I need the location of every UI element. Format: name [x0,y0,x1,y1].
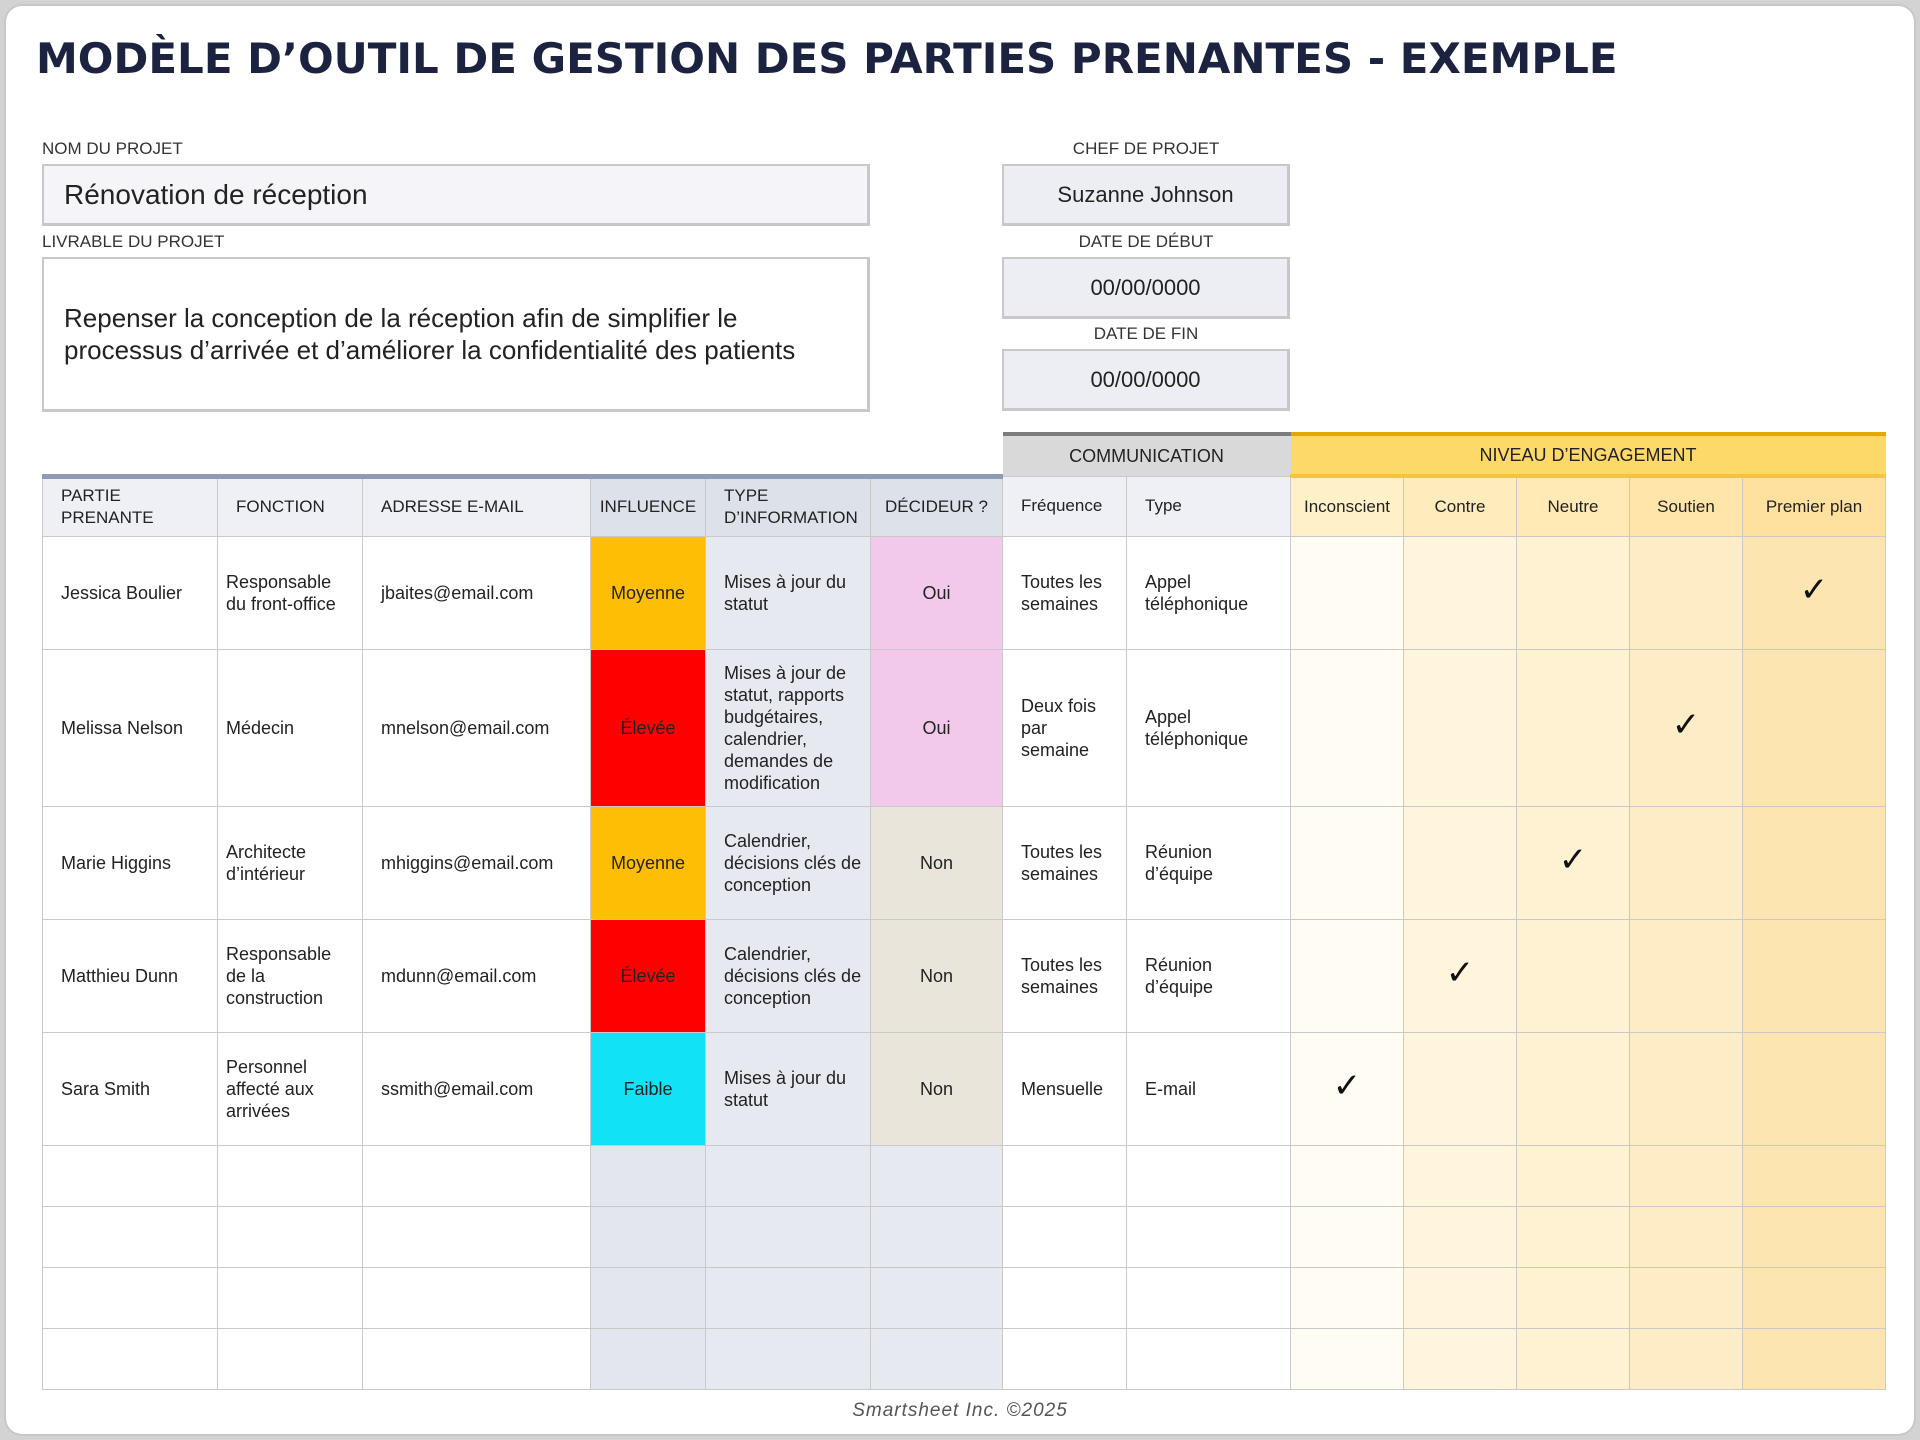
end-date-field[interactable]: 00/00/0000 [1002,349,1290,411]
project-manager-field[interactable]: Suzanne Johnson [1002,164,1290,226]
empty-cell[interactable] [1127,1145,1291,1206]
frequency-cell: Toutes les semaines [1003,536,1127,649]
comm-type-cell: Appel téléphonique [1127,649,1291,806]
empty-cell[interactable] [1003,1206,1127,1267]
project-deliverable-label: LIVRABLE DU PROJET [42,232,225,251]
empty-cell[interactable] [706,1328,871,1389]
table-row [43,536,1886,649]
empty-cell[interactable] [43,1328,218,1389]
empty-cell[interactable] [43,1206,218,1267]
influence-badge: Faible [591,1032,706,1145]
empty-cell[interactable] [1404,1145,1517,1206]
header-against: Contre [1404,476,1517,536]
empty-cell[interactable] [1003,1267,1127,1328]
engagement-cell-unaware[interactable] [1291,919,1404,1032]
frequency-cell: Toutes les semaines [1003,806,1127,919]
empty-cell[interactable] [1630,1328,1743,1389]
header-support: Soutien [1630,476,1743,536]
engagement-cell-support[interactable] [1630,919,1743,1032]
header-info-type: TYPE D’INFORMATION [706,476,871,536]
engagement-cell-leading[interactable] [1743,919,1886,1032]
empty-row [43,1145,1886,1206]
engagement-cell-against[interactable] [1404,806,1517,919]
check-icon: ✓ [1445,953,1475,993]
empty-cell[interactable] [871,1145,1003,1206]
info-type-cell: Calendrier, décisions clés de conception [706,806,871,919]
empty-cell[interactable] [1743,1328,1886,1389]
engagement-cell-leading[interactable] [1743,649,1886,806]
engagement-cell-unaware[interactable] [1291,1032,1404,1145]
decider-cell: Oui [871,649,1003,806]
empty-cell[interactable] [591,1328,706,1389]
header-neutral: Neutre [1517,476,1630,536]
comm-type-cell: Réunion d’équipe [1127,806,1291,919]
table-row [43,1032,1886,1145]
project-deliverable-field[interactable]: Repenser la conception de la réception afin de simplifier le processus d’arrivée et d’améliorer la confidentialité des patients [42,257,870,412]
engagement-cell-neutral[interactable] [1517,1032,1630,1145]
check-icon: ✓ [1671,705,1701,745]
header-unaware: Inconscient [1291,476,1404,536]
project-name-label: NOM DU PROJET [42,139,183,158]
decider-cell: Oui [871,536,1003,649]
engagement-cell-neutral[interactable] [1517,919,1630,1032]
table-row [43,806,1886,919]
frequency-cell: Mensuelle [1003,1032,1127,1145]
stakeholder-function: Médecin [218,649,363,806]
engagement-cell-unaware[interactable] [1291,536,1404,649]
engagement-cell-leading[interactable] [1743,806,1886,919]
empty-cell[interactable] [1404,1328,1517,1389]
empty-cell[interactable] [43,1267,218,1328]
header-stakeholder: PARTIE PRENANTE [43,476,218,536]
header-email: ADRESSE E-MAIL [363,476,591,536]
info-type-cell: Calendrier, décisions clés de conception [706,919,871,1032]
decider-cell: Non [871,919,1003,1032]
empty-cell[interactable] [591,1267,706,1328]
communication-band: COMMUNICATION [1003,434,1291,476]
comm-type-cell: E-mail [1127,1032,1291,1145]
empty-cell[interactable] [1291,1145,1404,1206]
engagement-cell-against[interactable] [1404,536,1517,649]
empty-cell[interactable] [1743,1145,1886,1206]
influence-badge: Moyenne [591,806,706,919]
stakeholder-function: Architecte d’intérieur [218,806,363,919]
empty-cell[interactable] [1291,1206,1404,1267]
stakeholder-function: Responsable du front-office [218,536,363,649]
empty-cell[interactable] [1291,1328,1404,1389]
engagement-band: NIVEAU D’ENGAGEMENT [1291,434,1886,476]
info-type-cell: Mises à jour du statut [706,536,871,649]
engagement-cell-against[interactable] [1404,919,1517,1032]
empty-cell[interactable] [1630,1267,1743,1328]
empty-cell[interactable] [1743,1267,1886,1328]
end-date-label: DATE DE FIN [1093,324,1199,343]
info-type-cell: Mises à jour du statut [706,1032,871,1145]
engagement-cell-neutral[interactable] [1517,806,1630,919]
empty-cell[interactable] [1127,1267,1291,1328]
footer-credit: Smartsheet Inc. ©2025 [852,1400,1068,1421]
empty-cell[interactable] [218,1206,363,1267]
engagement-cell-unaware[interactable] [1291,806,1404,919]
comm-type-cell: Appel téléphonique [1127,536,1291,649]
empty-cell[interactable] [1127,1206,1291,1267]
frequency-cell: Deux fois par semaine [1003,649,1127,806]
influence-badge: Élevée [591,649,706,806]
project-manager-label: CHEF DE PROJET [1072,139,1220,158]
stakeholder-table [42,432,1886,1390]
stakeholder-function: Personnel affecté aux arrivées [218,1032,363,1145]
empty-cell[interactable] [43,1145,218,1206]
header-row [43,476,1886,536]
page-title: MODÈLE D’OUTIL DE GESTION DES PARTIES PRENANTES - EXEMPLE [36,34,1618,83]
empty-cell[interactable] [1517,1206,1630,1267]
empty-row [43,1328,1886,1389]
check-icon: ✓ [1799,570,1829,610]
empty-cell[interactable] [706,1145,871,1206]
influence-badge: Moyenne [591,536,706,649]
stakeholder-name: Sara Smith [43,1032,218,1145]
stakeholder-email[interactable]: mnelson@email.com [363,649,591,806]
engagement-cell-leading[interactable] [1743,1032,1886,1145]
empty-cell[interactable] [1404,1267,1517,1328]
page [6,6,1914,1434]
decider-cell: Non [871,806,1003,919]
empty-cell[interactable] [871,1328,1003,1389]
empty-cell[interactable] [1630,1145,1743,1206]
header-function: FONCTION [218,476,363,536]
empty-cell[interactable] [218,1328,363,1389]
influence-badge: Élevée [591,919,706,1032]
empty-cell[interactable] [1003,1145,1127,1206]
empty-cell[interactable] [1743,1206,1886,1267]
empty-cell[interactable] [218,1145,363,1206]
stakeholder-name: Matthieu Dunn [43,919,218,1032]
header-influence: INFLUENCE [591,476,706,536]
empty-cell[interactable] [363,1206,591,1267]
stakeholder-name: Marie Higgins [43,806,218,919]
band-row [43,434,1886,476]
empty-cell[interactable] [363,1328,591,1389]
stakeholder-email[interactable]: ssmith@email.com [363,1032,591,1145]
engagement-cell-neutral[interactable] [1517,536,1630,649]
engagement-cell-support[interactable] [1630,806,1743,919]
engagement-cell-support[interactable] [1630,1032,1743,1145]
table-row [43,649,1886,806]
header-decider: DÉCIDEUR ? [871,476,1003,536]
comm-type-cell: Réunion d’équipe [1127,919,1291,1032]
header-frequency: Fréquence [1003,476,1127,536]
empty-cell[interactable] [363,1267,591,1328]
table-row [43,919,1886,1032]
header-leading: Premier plan [1743,476,1886,536]
empty-cell[interactable] [363,1145,591,1206]
stakeholder-name: Jessica Boulier [43,536,218,649]
stakeholder-email[interactable]: mhiggins@email.com [363,806,591,919]
frequency-cell: Toutes les semaines [1003,919,1127,1032]
empty-row [43,1267,1886,1328]
empty-cell[interactable] [871,1267,1003,1328]
engagement-cell-against[interactable] [1404,1032,1517,1145]
empty-cell[interactable] [1127,1328,1291,1389]
start-date-label: DATE DE DÉBUT [1078,232,1214,251]
engagement-cell-unaware[interactable] [1291,649,1404,806]
engagement-cell-support[interactable] [1630,536,1743,649]
stakeholder-function: Responsable de la construction [218,919,363,1032]
empty-cell[interactable] [706,1206,871,1267]
empty-cell[interactable] [871,1206,1003,1267]
stakeholder-email[interactable]: jbaites@email.com [363,536,591,649]
band-spacer [43,434,1003,476]
header-type: Type [1127,476,1291,536]
check-icon: ✓ [1558,840,1588,880]
empty-cell[interactable] [1291,1267,1404,1328]
engagement-cell-leading[interactable] [1743,536,1886,649]
decider-cell: Non [871,1032,1003,1145]
empty-cell[interactable] [1517,1145,1630,1206]
empty-row [43,1206,1886,1267]
project-name-field[interactable]: Rénovation de réception [42,164,870,226]
empty-cell[interactable] [591,1145,706,1206]
info-type-cell: Mises à jour de statut, rapports budgétaires, calendrier, demandes de modification [706,649,871,806]
empty-cell[interactable] [1517,1328,1630,1389]
empty-cell[interactable] [706,1267,871,1328]
engagement-cell-against[interactable] [1404,649,1517,806]
empty-cell[interactable] [1630,1206,1743,1267]
stakeholder-email[interactable]: mdunn@email.com [363,919,591,1032]
empty-cell[interactable] [1517,1267,1630,1328]
check-icon: ✓ [1332,1066,1362,1106]
empty-cell[interactable] [1003,1328,1127,1389]
engagement-cell-neutral[interactable] [1517,649,1630,806]
stakeholder-name: Melissa Nelson [43,649,218,806]
engagement-cell-support[interactable] [1630,649,1743,806]
start-date-field[interactable]: 00/00/0000 [1002,257,1290,319]
empty-cell[interactable] [218,1267,363,1328]
empty-cell[interactable] [1404,1206,1517,1267]
empty-cell[interactable] [591,1206,706,1267]
